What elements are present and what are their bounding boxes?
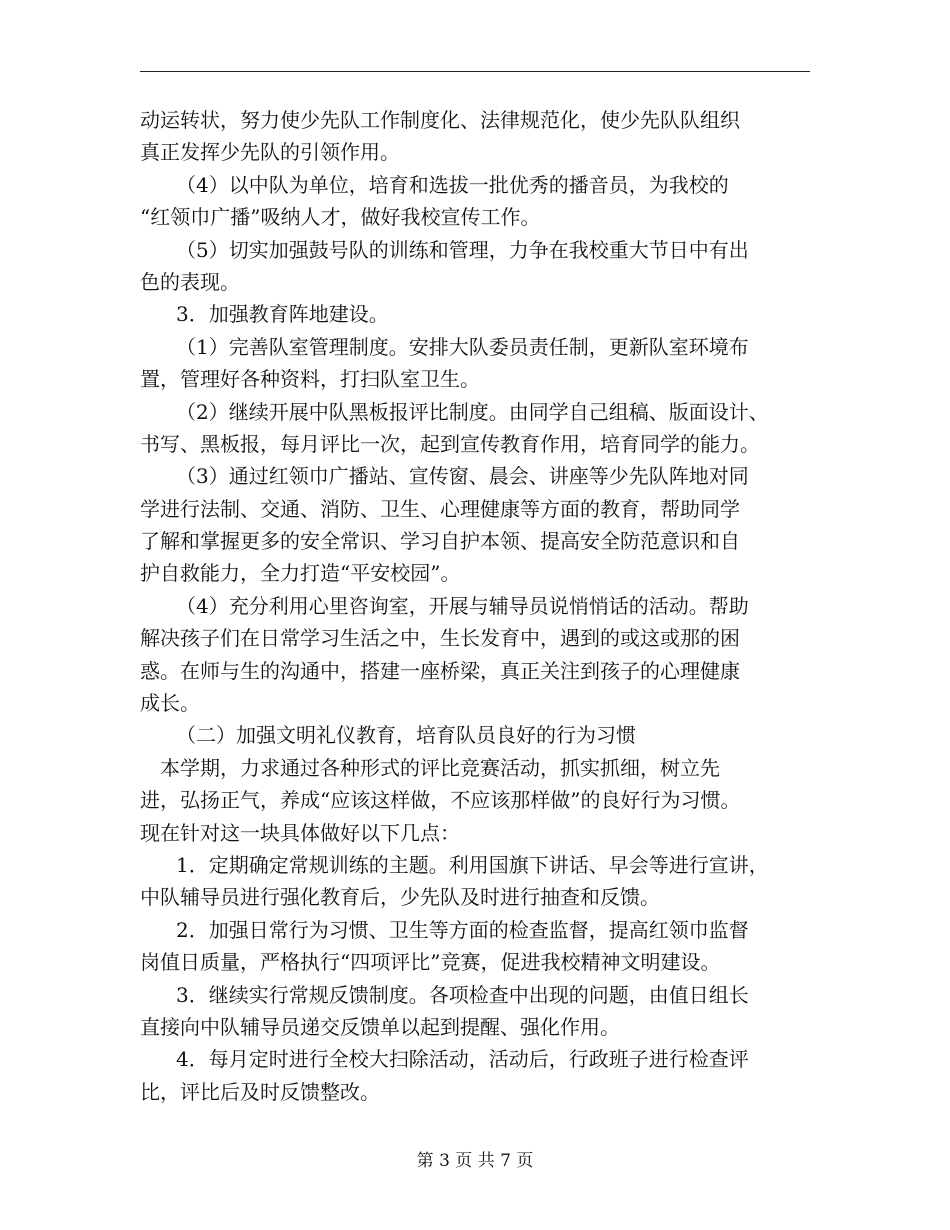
text-line: 岗值日质量，严格执行“四项评比”竞赛，促进我校精神文明建设。 — [140, 950, 721, 975]
text-line: 动运转状，努力使少先队工作制度化、法律规范化，使少先队队组织 — [140, 108, 740, 132]
text-line: 4．每月定时进行全校大扫除活动，活动后，行政班子进行检查评 — [176, 1047, 749, 1072]
text-line: （3）通过红领巾广播站、宣传窗、晨会、讲座等少先队阵地对同 — [176, 464, 749, 489]
text-line: 书写、黑板报，每月评比一次，起到宣传教育作用，培育同学的能力。 — [140, 431, 760, 456]
text-line: 置，管理好各种资料，打扫队室卫生。 — [140, 367, 480, 392]
text-line: 真正发挥少先队的引领作用。 — [140, 140, 400, 165]
section-heading: （二）加强文明礼仪教育，培育队员良好的行为习惯 — [176, 723, 636, 748]
text-line: “红领巾广播”吸纳人才，做好我校宣传工作。 — [140, 205, 541, 230]
header-rule — [140, 71, 810, 72]
text-line: 惑。在师与生的沟通中，搭建一座桥梁，真正关注到孩子的心理健康 — [140, 658, 740, 683]
text-line: 学进行法制、交通、消防、卫生、心理健康等方面的教育，帮助同学 — [140, 496, 740, 521]
text-line: （2）继续开展中队黑板报评比制度。由同学自己组稿、版面设计、 — [176, 399, 769, 424]
text-line: 了解和掌握更多的安全常识、学习自护本领、提高安全防范意识和自 — [140, 529, 740, 554]
text-line: 现在针对这一块具体做好以下几点： — [140, 820, 460, 845]
text-line: 直接向中队辅导员递交反馈单以起到提醒、强化作用。 — [140, 1014, 620, 1039]
text-line: 护自救能力，全力打造“平安校园”。 — [140, 561, 461, 586]
text-line: （4）以中队为单位，培育和选拔一批优秀的播音员，为我校的 — [176, 172, 729, 197]
text-line: 解决孩子们在日常学习生活之中，生长发育中，遇到的或这或那的困 — [140, 626, 740, 651]
text-line: 色的表现。 — [140, 269, 240, 294]
text-line: 成长。 — [140, 691, 200, 716]
page-number: 第 3 页 共 7 页 — [416, 1151, 534, 1171]
section-heading: 3．加强教育阵地建设。 — [176, 302, 389, 327]
text-line: 中队辅导员进行强化教育后，少先队及时进行抽查和反馈。 — [140, 885, 660, 910]
text-line: （1）完善队室管理制度。安排大队委员责任制，更新队室环境布 — [176, 334, 749, 359]
text-line: 本学期，力求通过各种形式的评比竞赛活动，抓实抓细，树立先 — [160, 755, 720, 780]
text-line: （5）切实加强鼓号队的训练和管理，力争在我校重大节日中有出 — [176, 237, 749, 262]
document-body — [140, 104, 810, 1108]
text-line: 2．加强日常行为习惯、卫生等方面的检查监督，提高红领巾监督 — [176, 917, 749, 942]
text-line: 进，弘扬正气，养成“应该这样做，不应该那样做”的良好行为习惯。 — [140, 788, 741, 813]
text-line: 3．继续实行常规反馈制度。各项检查中出现的问题，由值日组长 — [176, 982, 749, 1007]
text-line: 比，评比后及时反馈整改。 — [140, 1079, 380, 1104]
text-line: 1．定期确定常规训练的主题。利用国旗下讲话、早会等进行宣讲， — [176, 852, 769, 877]
text-line: （4）充分利用心里咨询室，开展与辅导员说悄悄话的活动。帮助 — [176, 593, 749, 618]
